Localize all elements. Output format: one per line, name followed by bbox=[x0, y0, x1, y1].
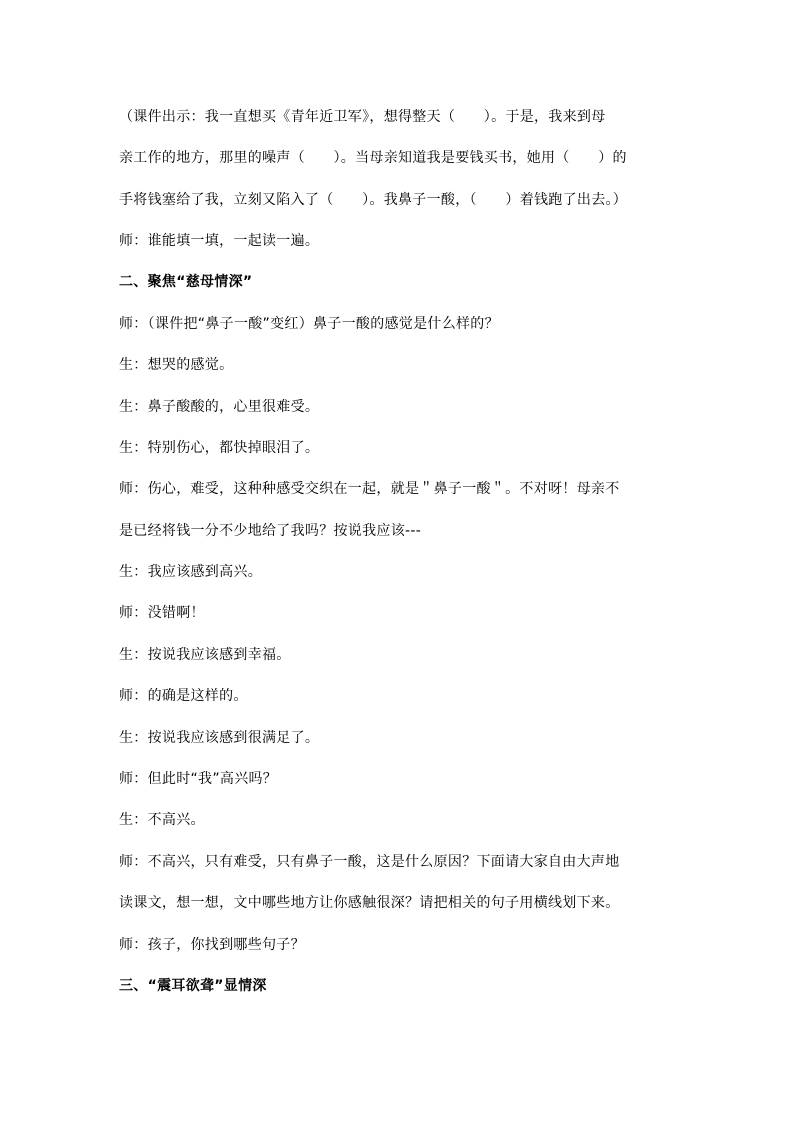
exercise-line-3: 手将钱塞给了我，立刻又陷入了（ ）。我鼻子一酸，（ ）着钱跑了出去。） bbox=[119, 192, 628, 208]
dialogue-line: 生：不高兴。 bbox=[119, 812, 205, 828]
dialogue-line: 师：没错啊！ bbox=[119, 605, 205, 621]
dialogue-line: 生：鼻子酸酸的，心里很难受。 bbox=[119, 399, 320, 415]
dialogue-line: 生：想哭的感觉。 bbox=[119, 357, 234, 373]
dialogue-line: 生：特别伤心，都快掉眼泪了。 bbox=[119, 440, 320, 456]
dialogue-line-continued: 读课文，想一想，文中哪些地方让你感触很深？请把相关的句子用横线划下来。 bbox=[119, 895, 620, 911]
dialogue-line: 生：按说我应该感到幸福。 bbox=[119, 647, 291, 663]
section-heading-3: 三、“震耳欲聋”显情深 bbox=[119, 978, 267, 994]
dialogue-line: 师：但此时“我”高兴吗？ bbox=[119, 771, 278, 787]
exercise-line-2: 亲工作的地方，那里的噪声（ ）。当母亲知道我是要钱买书，她用（ ）的 bbox=[119, 150, 627, 166]
dialogue-line: 师：的确是这样的。 bbox=[119, 688, 248, 704]
section-heading-2: 二、聚焦“慈母情深” bbox=[119, 274, 253, 290]
dialogue-line: 师：伤心，难受，这种种感受交织在一起，就是＂鼻子一酸＂。不对呀！母亲不 bbox=[119, 481, 620, 497]
exercise-line-1: （课件出示：我一直想买《青年近卫军》，想得整天（ ）。于是，我来到母 bbox=[119, 109, 606, 125]
dialogue-line: 师：孩子，你找到哪些句子？ bbox=[119, 937, 305, 953]
dialogue-line: 师：不高兴，只有难受，只有鼻子一酸，这是什么原因？下面请大家自由大声地 bbox=[119, 854, 620, 870]
dialogue-line: 生：我应该感到高兴。 bbox=[119, 564, 262, 580]
dialogue-line-continued: 是已经将钱一分不少地给了我吗？按说我应该--- bbox=[119, 523, 422, 539]
dialogue-line: 师：谁能填一填，一起读一遍。 bbox=[119, 233, 320, 249]
dialogue-line: 师：（课件把“鼻子一酸”变红）鼻子一酸的感觉是什么样的？ bbox=[119, 316, 499, 332]
dialogue-line: 生：按说我应该感到很满足了。 bbox=[119, 730, 320, 746]
